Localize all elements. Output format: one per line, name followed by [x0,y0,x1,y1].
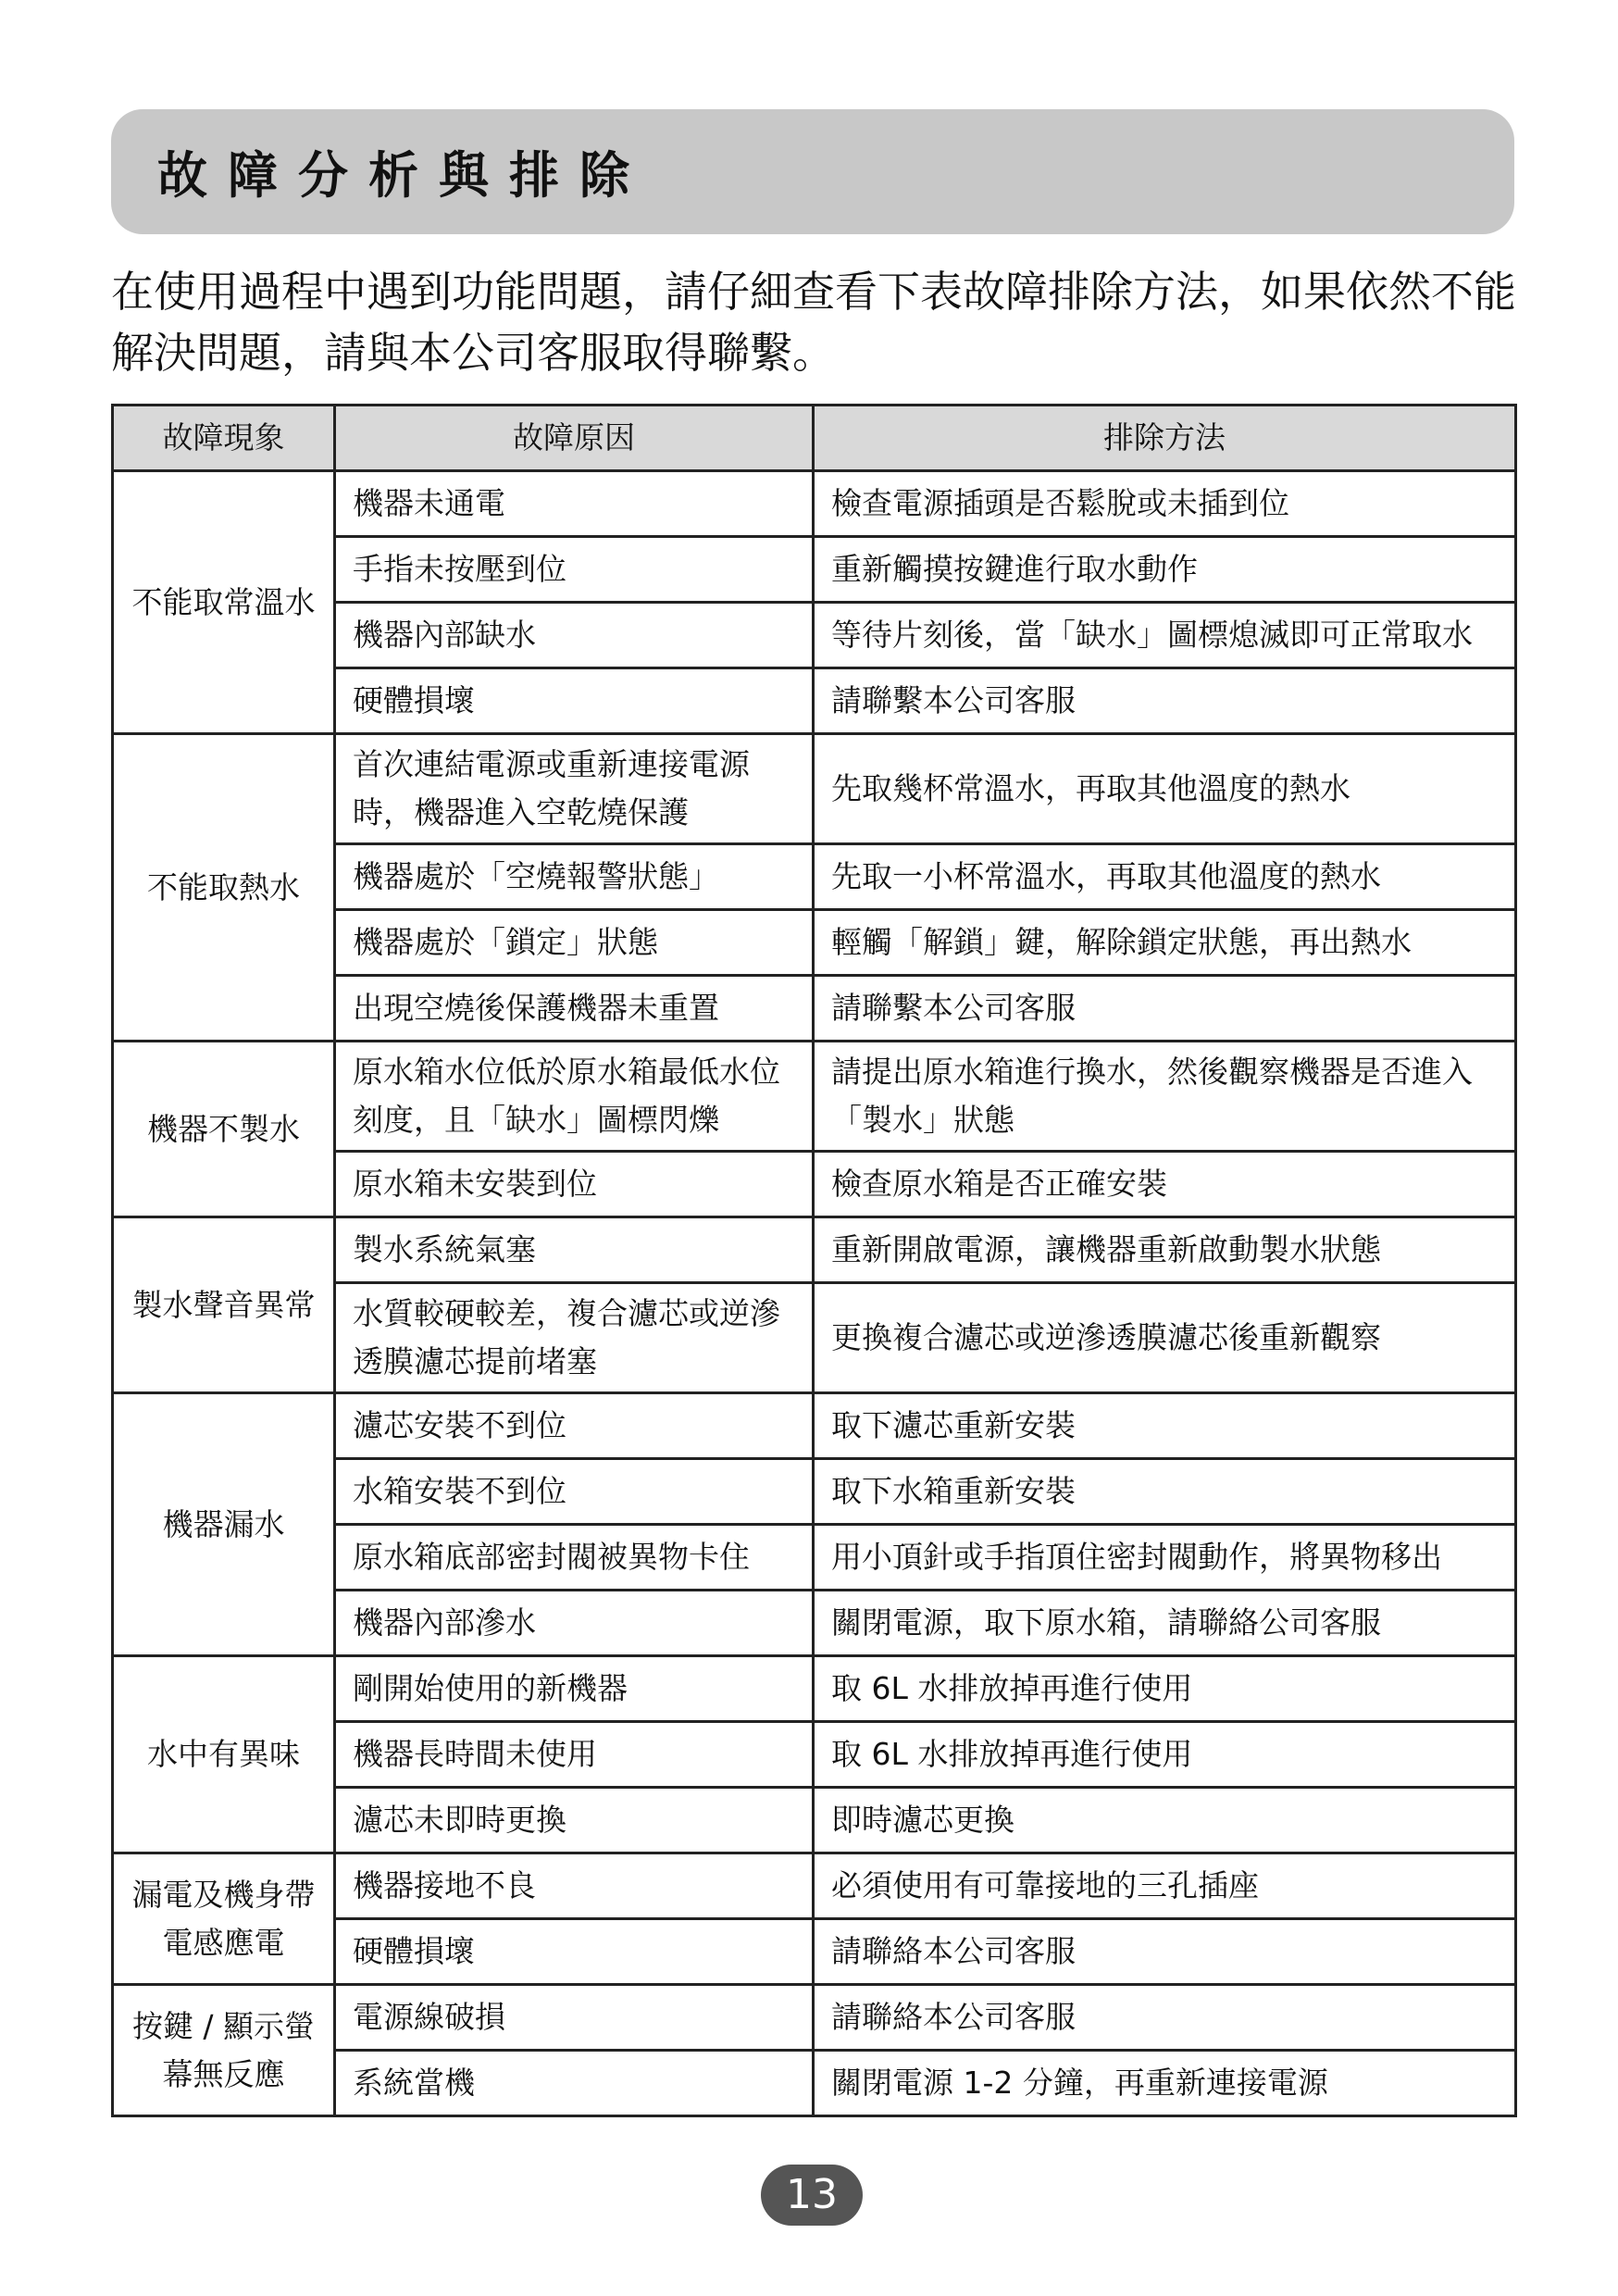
solution-cell: 必須使用有可靠接地的三孔插座 [814,1853,1516,1919]
solution-cell: 等待片刻後，當「缺水」圖標熄滅即可正常取水 [814,603,1516,668]
table-header-row [113,406,1516,471]
header-cause: 故障原因 [335,406,814,471]
solution-cell: 請提出原水箱進行換水，然後觀察機器是否進入「製水」狀態 [814,1042,1516,1152]
solution-cell: 更換複合濾芯或逆滲透膜濾芯後重新觀察 [814,1283,1516,1393]
cause-cell: 機器接地不良 [335,1853,814,1919]
cause-cell: 機器長時間未使用 [335,1722,814,1788]
table-row [113,1393,1516,1459]
cause-cell: 機器處於「鎖定」狀態 [335,910,814,976]
solution-cell: 先取幾杯常溫水，再取其他溫度的熱水 [814,734,1516,844]
symptom-cell: 漏電及機身帶電感應電 [113,1853,335,1985]
solution-cell: 請聯絡本公司客服 [814,1985,1516,2051]
solution-cell: 請聯絡本公司客服 [814,1919,1516,1985]
solution-cell: 關閉電源 1-2 分鐘，再重新連接電源 [814,2051,1516,2116]
symptom-cell: 機器漏水 [113,1393,335,1656]
cause-cell: 原水箱底部密封閥被異物卡住 [335,1525,814,1591]
symptom-cell: 不能取熱水 [113,734,335,1042]
header-symptom: 故障現象 [113,406,335,471]
cause-cell: 系統當機 [335,2051,814,2116]
cause-cell: 硬體損壞 [335,668,814,734]
solution-cell: 取下濾芯重新安裝 [814,1393,1516,1459]
cause-cell: 機器未通電 [335,471,814,537]
solution-cell: 請聯繫本公司客服 [814,668,1516,734]
table-row [113,1217,1516,1283]
table-row [113,734,1516,844]
table-row [113,471,1516,537]
solution-cell: 檢查原水箱是否正確安裝 [814,1152,1516,1217]
table-body [113,471,1516,2116]
table-row [113,1042,1516,1152]
section-title-bar [111,109,1514,234]
solution-cell: 用小頂針或手指頂住密封閥動作，將異物移出 [814,1525,1516,1591]
cause-cell: 製水系統氣塞 [335,1217,814,1283]
cause-cell: 剛開始使用的新機器 [335,1656,814,1722]
page-number: 13 [761,2165,863,2226]
symptom-cell: 水中有異味 [113,1656,335,1853]
symptom-cell: 不能取常溫水 [113,471,335,734]
solution-cell: 重新開啟電源，讓機器重新啟動製水狀態 [814,1217,1516,1283]
cause-cell: 濾芯安裝不到位 [335,1393,814,1459]
solution-cell: 輕觸「解鎖」鍵，解除鎖定狀態，再出熱水 [814,910,1516,976]
cause-cell: 首次連結電源或重新連接電源時，機器進入空乾燒保護 [335,734,814,844]
solution-cell: 請聯繫本公司客服 [814,976,1516,1042]
solution-cell: 取 6L 水排放掉再進行使用 [814,1656,1516,1722]
cause-cell: 手指未按壓到位 [335,537,814,603]
table-row [113,1853,1516,1919]
cause-cell: 原水箱水位低於原水箱最低水位刻度，且「缺水」圖標閃爍 [335,1042,814,1152]
solution-cell: 取 6L 水排放掉再進行使用 [814,1722,1516,1788]
cause-cell: 機器處於「空燒報警狀態」 [335,844,814,910]
cause-cell: 濾芯未即時更換 [335,1788,814,1853]
intro-paragraph: 在使用過程中遇到功能問題，請仔細查看下表故障排除方法，如果依然不能解決問題，請與本公司客服取得聯繫。 [111,267,1516,378]
header-solution: 排除方法 [814,406,1516,471]
cause-cell: 水質較硬較差，複合濾芯或逆滲透膜濾芯提前堵塞 [335,1283,814,1393]
solution-cell: 重新觸摸按鍵進行取水動作 [814,537,1516,603]
table-row [113,1656,1516,1722]
troubleshooting-table [111,404,1517,2117]
solution-cell: 即時濾芯更換 [814,1788,1516,1853]
cause-cell: 硬體損壞 [335,1919,814,1985]
cause-cell: 水箱安裝不到位 [335,1459,814,1525]
cause-cell: 出現空燒後保護機器未重置 [335,976,814,1042]
symptom-cell: 製水聲音異常 [113,1217,335,1393]
solution-cell: 關閉電源，取下原水箱，請聯絡公司客服 [814,1591,1516,1656]
table-row [113,1985,1516,2051]
page-title: 故障分析與排除 [157,146,650,205]
solution-cell: 檢查電源插頭是否鬆脫或未插到位 [814,471,1516,537]
symptom-cell: 按鍵 / 顯示螢幕無反應 [113,1985,335,2116]
solution-cell: 先取一小杯常溫水，再取其他溫度的熱水 [814,844,1516,910]
solution-cell: 取下水箱重新安裝 [814,1459,1516,1525]
cause-cell: 機器內部滲水 [335,1591,814,1656]
symptom-cell: 機器不製水 [113,1042,335,1217]
cause-cell: 原水箱未安裝到位 [335,1152,814,1217]
cause-cell: 電源線破損 [335,1985,814,2051]
cause-cell: 機器內部缺水 [335,603,814,668]
